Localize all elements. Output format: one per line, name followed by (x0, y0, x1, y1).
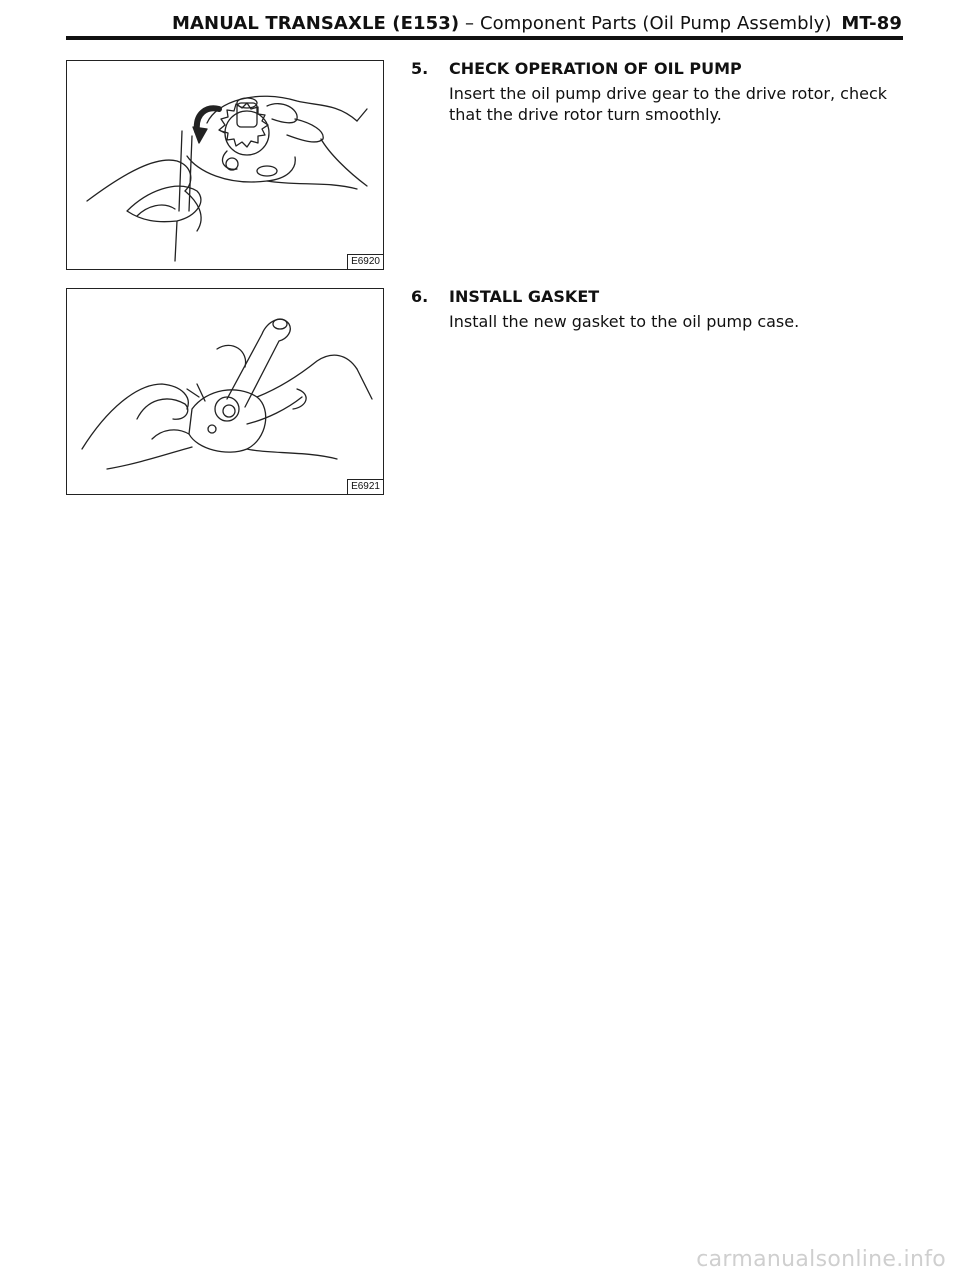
step-title: INSTALL GASKET (449, 287, 600, 306)
header-rule (66, 36, 903, 40)
step-install-gasket (411, 286, 911, 332)
gasket-install-illustration (67, 289, 384, 495)
step-heading (411, 58, 911, 80)
step-number: 6. (411, 287, 429, 306)
figure-check-oil-pump (66, 60, 384, 270)
figure-install-gasket (66, 288, 384, 495)
step-number: 5. (411, 59, 429, 78)
figure-code: E6921 (347, 479, 383, 494)
step-body: Insert the oil pump drive gear to the drive rotor, check that the drive rotor turn smoothly. (449, 84, 887, 124)
page-number: MT-89 (841, 13, 902, 34)
step-heading (411, 286, 911, 308)
step-body: Install the new gasket to the oil pump case. (449, 312, 800, 331)
step-title: CHECK OPERATION OF OIL PUMP (449, 59, 742, 78)
step-check-operation (411, 58, 911, 125)
oil-pump-gear-illustration (67, 61, 384, 270)
figure-code: E6920 (347, 254, 383, 269)
section-subtitle: – Component Parts (Oil Pump Assembly) (459, 13, 832, 34)
section-title: MANUAL TRANSAXLE (E153) (172, 13, 460, 34)
page-header (172, 12, 902, 36)
watermark: carmanualsonline.info (696, 1247, 946, 1272)
